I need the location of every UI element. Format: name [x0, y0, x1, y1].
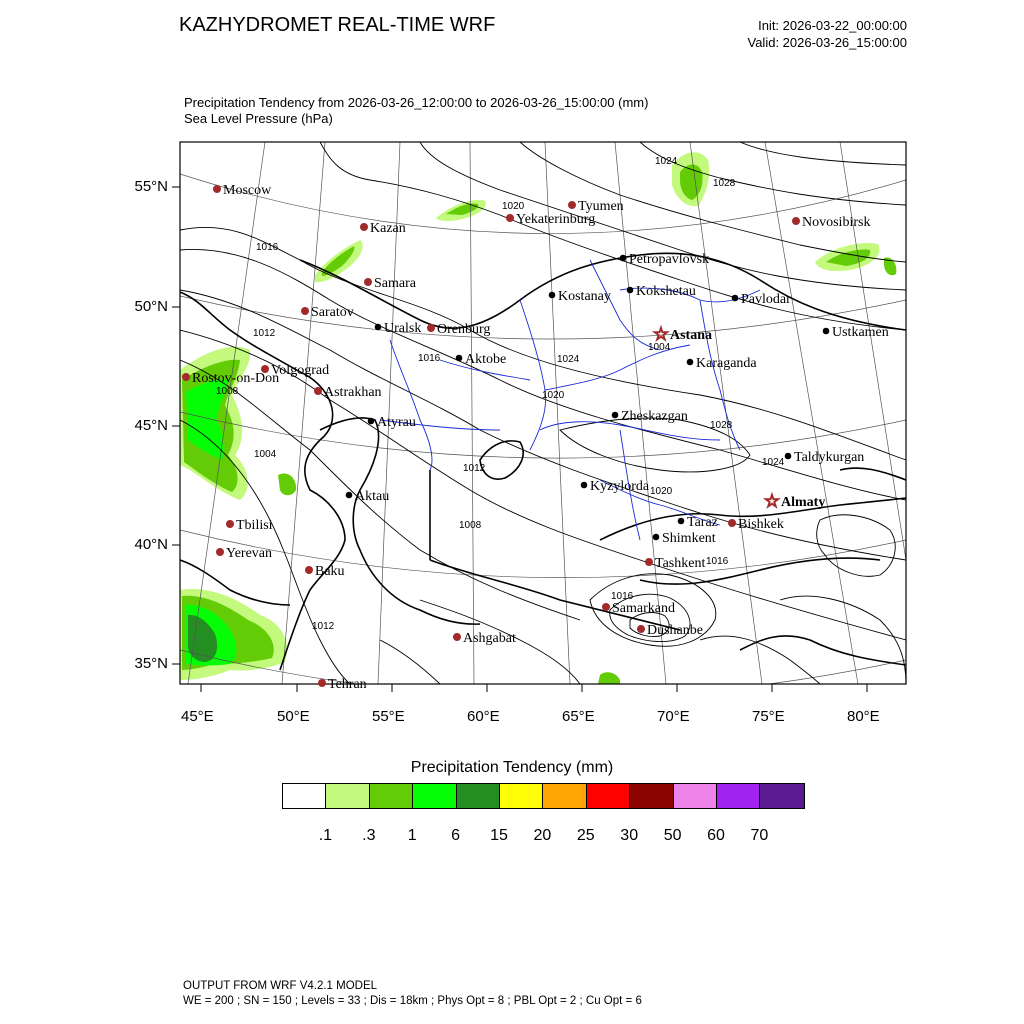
city-novosibirsk: [792, 215, 870, 230]
city-astana: [653, 324, 712, 344]
city-label: Uralsk: [384, 321, 422, 336]
city-kostanay: [549, 289, 611, 304]
city-petropavlovsk: [620, 252, 709, 267]
city-dot-icon: [823, 328, 830, 335]
isobar-label: 1024: [655, 156, 678, 167]
city-label: Rostov-on-Don: [192, 371, 280, 386]
colorbar-label: .3: [362, 827, 376, 844]
city-dot-icon: [427, 324, 435, 332]
city-astrakhan: [314, 385, 382, 400]
colorbar-swatch: [760, 784, 803, 808]
city-dot-icon: [612, 412, 619, 419]
colorbar-swatch: [587, 784, 630, 808]
city-dot-icon: [687, 359, 694, 366]
colorbar-label: 30: [620, 827, 639, 844]
city-pavlodar: [732, 292, 791, 307]
latitude-label: 50°N: [134, 298, 168, 315]
city-yerevan: [216, 546, 272, 561]
city-atyrau: [368, 415, 416, 430]
isobar-label: 1004: [254, 449, 277, 460]
isobar-label: 1016: [611, 591, 634, 602]
city-label: Kostanay: [558, 289, 611, 304]
subtitle-precipitation: Precipitation Tendency from 2026-03-26_12:00:00 to 2026-03-26_15:00:00 (mm): [184, 95, 649, 110]
isobar-label: 1028: [713, 178, 736, 189]
longitude-label: 50°E: [277, 708, 310, 725]
city-dot-icon: [678, 518, 685, 525]
city-label: Shimkent: [662, 531, 716, 546]
city-dot-icon: [226, 520, 234, 528]
footer-settings: WE = 200 ; SN = 150 ; Levels = 33 ; Dis = 18km ; Phys Opt = 8 ; PBL Opt = 2 ; Cu Opt = 6: [183, 995, 642, 1007]
city-label: Dushanbe: [647, 623, 703, 638]
isobar-label: 1012: [312, 621, 335, 632]
colorbar-label: 25: [576, 827, 595, 844]
city-label: Samarkand: [612, 601, 675, 616]
colorbar-swatch: [283, 784, 326, 808]
isobar-label: 1012: [463, 463, 486, 474]
city-label: Astrakhan: [324, 385, 382, 400]
colorbar-swatch: [543, 784, 586, 808]
city-dot-icon: [318, 679, 326, 687]
city-rostov-on-don: [182, 371, 279, 386]
city-tashkent: [645, 556, 705, 571]
colorbar-label: 50: [663, 827, 682, 844]
city-label: Yekaterinburg: [516, 212, 596, 227]
city-dot-icon: [360, 223, 368, 231]
city-dot-icon: [314, 387, 322, 395]
city-tbilisi: [226, 518, 273, 533]
colorbar-label: 15: [490, 827, 508, 844]
city-zheskazgan: [612, 409, 688, 424]
city-dot-icon: [732, 295, 739, 302]
city-taldykurgan: [785, 450, 865, 465]
city-almaty: [764, 491, 825, 511]
colorbar-swatch: [500, 784, 543, 808]
city-label: Bishkek: [738, 517, 784, 532]
city-dot-icon: [568, 201, 576, 209]
isobar-label: 1016: [706, 556, 729, 567]
city-label: Taldykurgan: [794, 450, 865, 465]
map-title: KAZHYDROMET REAL-TIME WRF: [179, 14, 496, 36]
city-label: Ashgabat: [463, 631, 516, 646]
city-bishkek: [728, 517, 784, 532]
isobar-label: 1008: [216, 386, 239, 397]
isobar-label: 1016: [418, 353, 441, 364]
colorbar-swatch: [370, 784, 413, 808]
latitude-label: 55°N: [134, 178, 168, 195]
city-aktobe: [456, 352, 507, 367]
city-label: Tehran: [328, 677, 367, 692]
city-uralsk: [375, 321, 422, 336]
colorbar-label: 20: [533, 827, 552, 844]
longitude-label: 70°E: [657, 708, 690, 725]
isobar-label: 1004: [648, 342, 671, 353]
city-kazan: [360, 221, 406, 236]
city-label: Aktobe: [465, 352, 507, 367]
longitude-label: 45°E: [181, 708, 214, 725]
city-label: Atyrau: [377, 415, 416, 430]
isobar-label: 1020: [542, 390, 565, 401]
city-dot-icon: [453, 633, 461, 641]
city-label: Orenburg: [437, 322, 491, 337]
colorbar-swatch: [630, 784, 673, 808]
valid-time: Valid: 2026-03-26_15:00:00: [747, 35, 907, 50]
axis-ticks: [172, 187, 867, 692]
colorbar-label: 70: [750, 827, 769, 844]
colorbar-swatch: [717, 784, 760, 808]
city-dot-icon: [792, 217, 800, 225]
city-dot-icon: [305, 566, 313, 574]
city-dot-icon: [637, 625, 645, 633]
colorbar-swatch: [457, 784, 500, 808]
city-dot-icon: [368, 418, 375, 425]
city-karaganda: [687, 356, 758, 371]
city-dot-icon: [627, 287, 634, 294]
city-saratov: [301, 305, 354, 320]
city-dot-icon: [785, 453, 792, 460]
isobar-label: 1028: [710, 420, 733, 431]
latitude-label: 40°N: [134, 536, 168, 553]
city-dot-icon: [456, 355, 463, 362]
colorbar-swatch: [413, 784, 456, 808]
city-label: Aktau: [355, 489, 390, 504]
city-dushanbe: [637, 623, 703, 638]
city-label: Baku: [315, 564, 345, 579]
latitude-label: 45°N: [134, 417, 168, 434]
longitude-label: 60°E: [467, 708, 500, 725]
city-baku: [305, 564, 345, 579]
colorbar-swatch: [674, 784, 717, 808]
city-shimkent: [653, 531, 716, 546]
footer-model: OUTPUT FROM WRF V4.2.1 MODEL: [183, 980, 378, 992]
city-dot-icon: [364, 278, 372, 286]
city-label: Almaty: [781, 495, 826, 510]
colorbar-label: 6: [451, 827, 461, 844]
city-dot-icon: [653, 534, 660, 541]
longitude-label: 75°E: [752, 708, 785, 725]
city-dot-icon: [581, 482, 588, 489]
city-dot-icon: [301, 307, 309, 315]
isobar-label: 1020: [502, 201, 525, 212]
city-moscow: [213, 183, 272, 198]
city-taraz: [678, 515, 718, 530]
city-ashgabat: [453, 631, 516, 646]
city-samara: [364, 276, 417, 291]
city-orenburg: [427, 322, 490, 337]
city-dot-icon: [549, 292, 556, 299]
latitude-label: 35°N: [134, 655, 168, 672]
colorbar: [282, 783, 805, 809]
isobar-label: 1016: [256, 242, 279, 253]
isobar-label: 1024: [557, 354, 580, 365]
city-kokshetau: [627, 284, 696, 299]
longitude-label: 65°E: [562, 708, 595, 725]
city-dot-icon: [645, 558, 653, 566]
capital-star-icon: ☆: [652, 324, 670, 344]
isobar-label: 1012: [253, 328, 276, 339]
colorbar-swatch: [326, 784, 369, 808]
city-label: Astana: [670, 328, 713, 343]
city-dot-icon: [216, 548, 224, 556]
city-label: Samara: [374, 276, 416, 291]
colorbar-title: Precipitation Tendency (mm): [410, 759, 614, 776]
city-label: Novosibirsk: [802, 215, 871, 230]
city-label: Petropavlovsk: [629, 252, 710, 267]
city-kyzylorda: [581, 479, 650, 494]
city-label: Kokshetau: [636, 284, 696, 299]
city-ustkamen: [823, 325, 889, 340]
city-markers: [182, 183, 889, 692]
city-label: Tashkent: [655, 556, 706, 571]
city-label: Zheskazgan: [621, 409, 688, 424]
city-label: Kyzylorda: [590, 479, 650, 494]
city-label: Ustkamen: [832, 325, 889, 340]
city-samarkand: [602, 601, 675, 616]
longitude-label: 80°E: [847, 708, 880, 725]
colorbar-label: 1: [407, 827, 417, 844]
city-label: Tbilisi: [236, 518, 273, 533]
capital-star-icon: ☆: [763, 491, 781, 511]
city-label: Karaganda: [696, 356, 757, 371]
subtitle-pressure: Sea Level Pressure (hPa): [184, 111, 333, 126]
isobar-label: 1024: [762, 457, 785, 468]
city-label: Tyumen: [578, 199, 624, 214]
longitude-label: 55°E: [372, 708, 405, 725]
colorbar-label: .1: [318, 827, 333, 844]
city-dot-icon: [346, 492, 353, 499]
city-dot-icon: [375, 324, 382, 331]
city-label: Volgograd: [271, 363, 330, 378]
city-dot-icon: [213, 185, 221, 193]
isobar-label: 1020: [650, 486, 673, 497]
city-dot-icon: [506, 214, 514, 222]
city-label: Saratov: [311, 305, 354, 320]
city-yekaterinburg: [506, 212, 595, 227]
city-dot-icon: [728, 519, 736, 527]
city-label: Pavlodar: [741, 292, 791, 307]
city-label: Kazan: [370, 221, 406, 236]
init-time: Init: 2026-03-22_00:00:00: [758, 18, 907, 33]
city-dot-icon: [620, 255, 627, 262]
city-label: Yerevan: [226, 546, 273, 561]
colorbar-label: 60: [707, 827, 725, 844]
isobar-label: 1008: [459, 520, 482, 531]
city-dot-icon: [602, 603, 610, 611]
city-label: Taraz: [687, 515, 718, 530]
city-label: Moscow: [223, 183, 272, 198]
city-dot-icon: [182, 373, 190, 381]
